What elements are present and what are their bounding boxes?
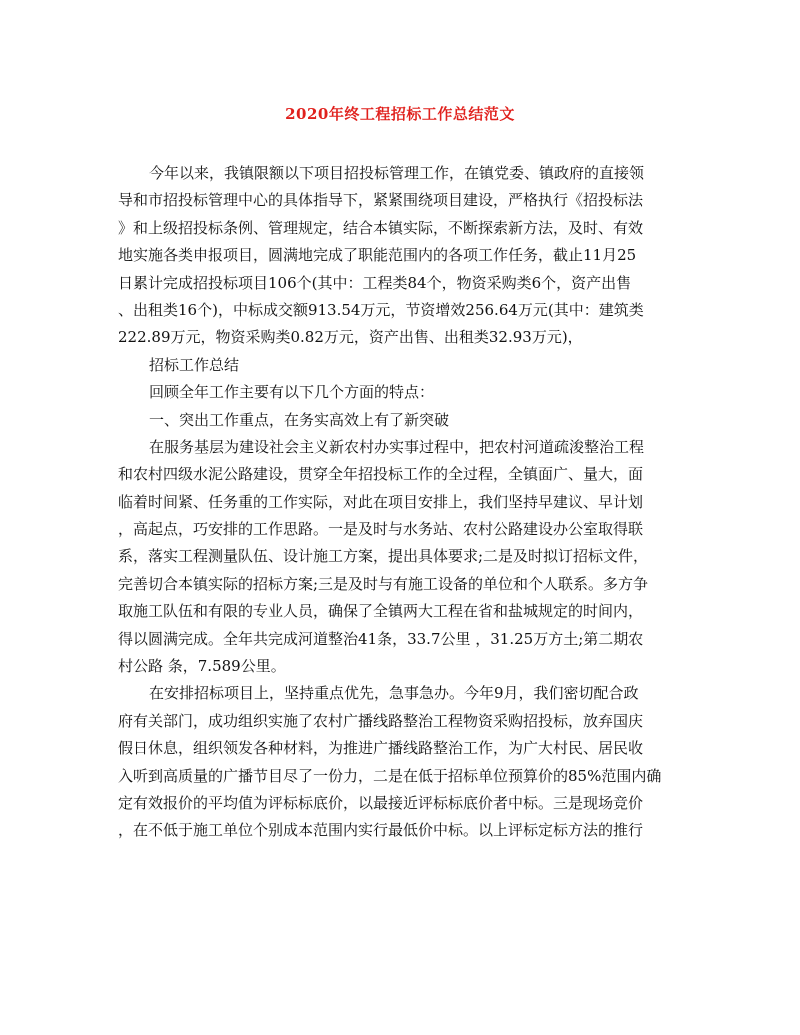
body-line: 完善切合本镇实际的招标方案;三是及时与有施工设备的单位和个人联系。多方争 (118, 574, 649, 593)
body-line: ，高起点，巧安排的工作思路。一是及时与水务站、农村公路建设办公室取得联 (118, 520, 644, 539)
document-body (118, 160, 682, 845)
body-line: 日累计完成招投标项目106个(其中：工程类84个，物资采购类6个，资产出售 (118, 273, 632, 292)
body-line: 在安排招标项目上，坚持重点优先，急事急办。今年9月，我们密切配合政 (149, 684, 639, 703)
body-line: 回顾全年工作主要有以下几个方面的特点： (149, 383, 435, 402)
body-line: 地实施各类申报项目，圆满地完成了职能范围内的各项工作任务，截止11月25 (118, 246, 637, 265)
body-line: 取施工队伍和有限的专业人员，确保了全镇两大工程在省和盐城规定的时间内， (118, 602, 644, 621)
body-line: 府有关部门，成功组织实施了农村广播线路整治工程物资采购招投标，放弃国庆 (118, 711, 644, 730)
body-line: 系，落实工程测量队伍、设计施工方案，提出具体要求;二是及时拟订招标文件， (118, 547, 649, 566)
body-line: 导和市招投标管理中心的具体指导下，紧紧围绕项目建设，严格执行《招投标法 (118, 191, 644, 210)
body-line: 入听到高质量的广播节目尽了一份力，二是在低于招标单位预算价的85%范围内确 (118, 766, 662, 785)
body-line: 村公路 条，7.589公里。 (118, 657, 286, 676)
body-line: 在服务基层为建设社会主义新农村办实事过程中，把农村河道疏浚整治工程 (149, 437, 645, 456)
body-line: 222.89万元，物资采购类0.82万元，资产出售、出租类32.93万元)， (118, 328, 583, 347)
body-line: 得以圆满完成。全年共完成河道整治41条，33.7公里 ，31.25万方土;第二期农 (118, 629, 644, 648)
body-line: 和农村四级水泥公路建设，贯穿全年招投标工作的全过程，全镇面广、量大，面 (118, 465, 644, 484)
body-line: ，在不低于施工单位个别成本范围内实行最低价中标。以上评标定标方法的推行 (118, 821, 644, 840)
section-heading: 招标工作总结 (149, 355, 240, 374)
document-title: 2020年终工程招标工作总结范文 (285, 105, 515, 123)
body-line: 、出租类16个)，中标成交额913.54万元，节资增效256.64万元(其中：建筑类 (118, 300, 644, 319)
body-line: 假日休息，组织领发各种材料，为推进广播线路整治工作，为广大村民、居民收 (118, 739, 644, 758)
body-line: 今年以来，我镇限额以下项目招投标管理工作，在镇党委、镇政府的直接领 (149, 164, 645, 182)
section-heading: 一、突出工作重点，在务实高效上有了新突破 (149, 410, 450, 429)
body-line: 》和上级招投标条例、管理规定，结合本镇实际，不断探索新方法，及时、有效 (118, 218, 644, 237)
body-line: 临着时间紧、任务重的工作实际，对此在项目安排上，我们坚持早建议、早计划 (118, 492, 644, 511)
body-line: 定有效报价的平均值为评标标底价，以最接近评标标底价者中标。三是现场竞价 (118, 793, 644, 812)
